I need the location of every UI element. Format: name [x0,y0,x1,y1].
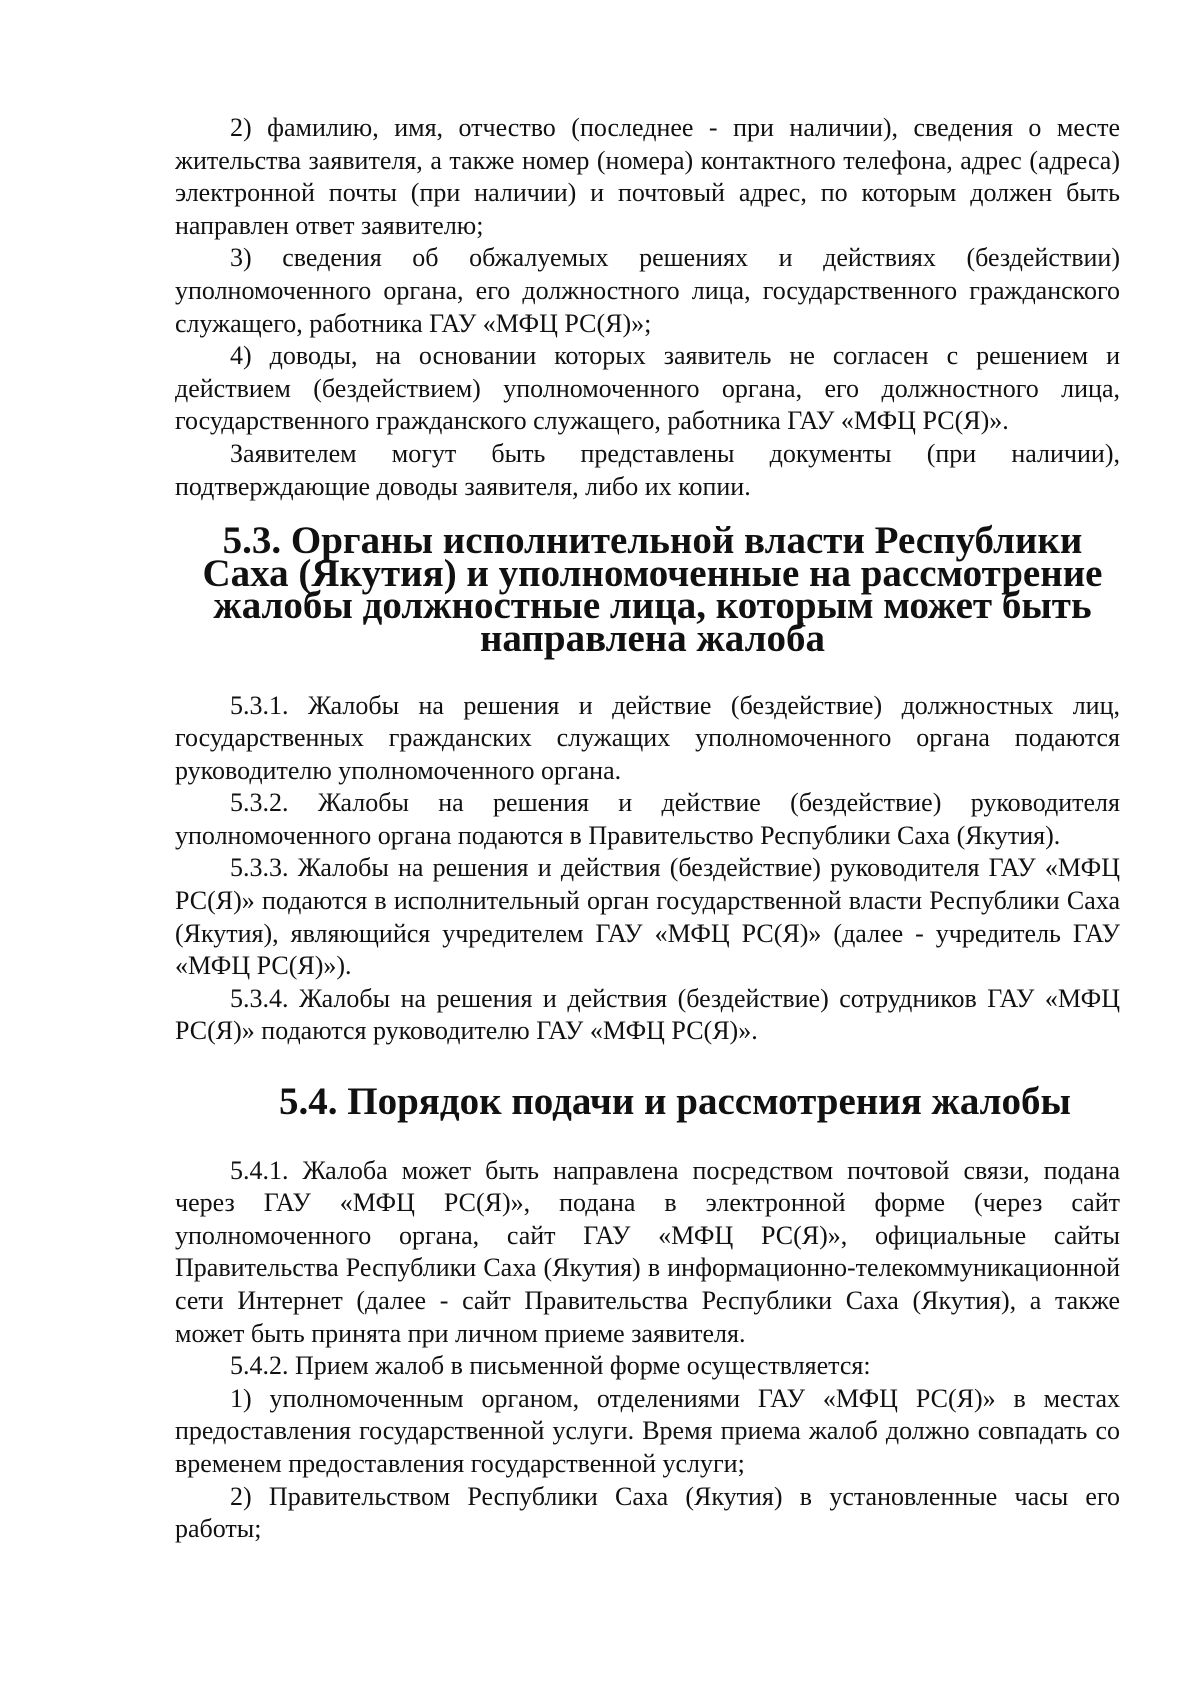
section-heading-5-4: 5.4. Порядок подачи и рассмотрения жалобы [279,1080,1071,1124]
paragraph-5-4-2-item-1: 1) уполномоченным органом, отделениями ГАУ «МФЦ РС(Я)» в местах предоставления государственной услуги. Время приема жалоб должно совпадать со временем предоставления государственной услуги; [175,1383,1120,1478]
section-heading-5-3: 5.3. Органы исполнительной власти Республики Саха (Якутия) и уполномоченные на рассмотрение жалобы должностные лица, которым может быть направлена жалоба [202,519,1103,660]
document-page [175,112,1120,1546]
paragraph-5-3-4: 5.3.4. Жалобы на решения и действия (бездействие) сотрудников ГАУ «МФЦ РС(Я)» подаются руководителю ГАУ «МФЦ РС(Я)». [175,983,1120,1046]
paragraph-5-3-3: 5.3.3. Жалобы на решения и действия (бездействие) руководителя ГАУ «МФЦ РС(Я)» подаются в исполнительный орган государственной власти Республики Саха (Якутия), являющийся учредителем ГАУ «МФЦ РС(Я)» (далее - учредитель ГАУ «МФЦ РС(Я)»). [175,853,1120,981]
paragraph-item-4: 4) доводы, на основании которых заявитель не согласен с решением и действием (бездействием) уполномоченного органа, его должностного лица, государственного гражданского служащего, работника ГАУ «МФЦ РС(Я)». [175,341,1120,436]
paragraph-5-3-2: 5.3.2. Жалобы на решения и действие (бездействие) руководителя уполномоченного органа подаются в Правительство Республики Саха (Якутия). [175,788,1120,850]
paragraph-5-4-2-item-2: 2) Правительством Республики Саха (Якутия) в установленные часы его работы; [175,1481,1120,1544]
paragraph-5-3-1: 5.3.1. Жалобы на решения и действие (бездействие) должностных лиц, государственных гражданских служащих уполномоченного органа подаются руководителю уполномоченного органа. [175,690,1120,785]
paragraph-documents: Заявителем могут быть представлены документы (при наличии), подтверждающие доводы заявителя, либо их копии. [175,438,1120,501]
paragraph-5-4-1: 5.4.1. Жалоба может быть направлена посредством почтовой связи, подана через ГАУ «МФЦ РС(Я)», подана в электронной форме (через сайт уполномоченного органа, сайт ГАУ «МФЦ РС(Я)», официальные сайты Правительства Республики Саха (Якутия) в информационно-телекоммуникационной сети Интернет (далее - сайт Правительства Республики Саха (Якутия), а также может быть принята при личном приеме заявителя. [175,1155,1120,1348]
paragraph-5-4-2: 5.4.2. Прием жалоб в письменной форме осуществляется: [230,1351,871,1381]
paragraph-item-2: 2) фамилию, имя, отчество (последнее - при наличии), сведения о месте жительства заявителя, а также номер (номера) контактного телефона, адрес (адреса) электронной почты (при наличии) и почтовый адрес, по которым должен быть направлен ответ заявителю; [175,113,1120,240]
paragraph-item-3: 3) сведения об обжалуемых решениях и действиях (бездействии) уполномоченного органа, его должностного лица, государственного гражданского служащего, работника ГАУ «МФЦ РС(Я)»; [175,243,1120,338]
